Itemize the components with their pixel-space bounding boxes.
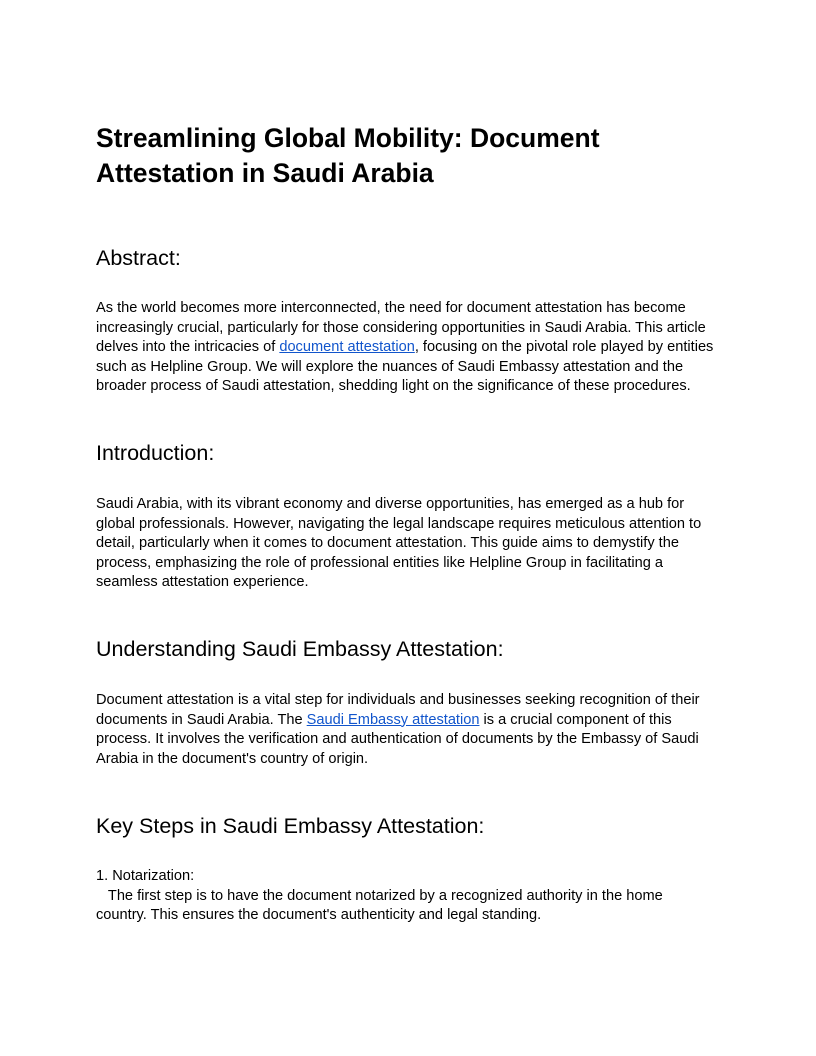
text-segment: 1. Notarization: xyxy=(96,868,195,884)
text-segment: documents in Saudi Arabia. The xyxy=(96,711,307,728)
paragraph-line xyxy=(96,319,713,339)
section-heading: Key Steps in Saudi Embassy Attestation: xyxy=(96,814,485,838)
text-segment: , focusing on the pivotal role played by entities xyxy=(414,339,714,355)
text-segment: increasingly crucial, particularly for those considering opportunities in Saudi Arabia. This article xyxy=(96,319,706,336)
text-segment: process. It involves the verification and authentication of documents by the Embassy of Saudi xyxy=(96,731,699,747)
section-heading: Understanding Saudi Embassy Attestation: xyxy=(96,637,504,661)
paragraph-line xyxy=(96,887,663,907)
paragraph-line xyxy=(96,711,700,731)
paragraph-line xyxy=(96,358,713,378)
hyperlink[interactable]: Saudi Embassy attestation xyxy=(306,711,480,728)
text-segment: global professionals. However, navigating the legal landscape requires meticulous attention to xyxy=(96,515,702,532)
section-heading: Introduction: xyxy=(96,441,215,465)
document-title xyxy=(96,121,600,191)
paragraph-line xyxy=(96,554,701,574)
paragraph-line xyxy=(96,573,701,593)
section-heading: Abstract: xyxy=(96,246,181,270)
text-segment: Arabia in the document's country of origin. xyxy=(96,750,369,767)
text-segment: Saudi Arabia, with its vibrant economy and diverse opportunities, has emerged as a hub for xyxy=(96,496,685,512)
text-segment: seamless attestation experience. xyxy=(96,574,309,590)
section-paragraph xyxy=(96,867,663,926)
text-segment: Document attestation is a vital step for individuals and businesses seeking recognition of their xyxy=(96,692,700,708)
paragraph-line xyxy=(96,338,713,358)
title-line: Streamlining Global Mobility: Document xyxy=(96,123,600,153)
section-paragraph xyxy=(96,495,701,593)
paragraph-line xyxy=(96,730,700,750)
paragraph-line xyxy=(96,906,663,926)
text-segment: The first step is to have the document notarized by a recognized authority in the home xyxy=(96,887,663,904)
section-paragraph xyxy=(96,691,700,769)
paragraph-line xyxy=(96,299,713,319)
paragraph-line xyxy=(96,534,701,554)
text-segment: country. This ensures the document's authenticity and legal standing. xyxy=(96,907,542,923)
text-segment: is a crucial component of this xyxy=(479,711,672,728)
paragraph-line xyxy=(96,377,713,397)
paragraph-line xyxy=(96,750,700,770)
text-segment: process, emphasizing the role of professional entities like Helpline Group in facilitating a xyxy=(96,554,664,571)
text-segment: broader process of Saudi attestation, shedding light on the significance of these procedures. xyxy=(96,378,691,394)
paragraph-line xyxy=(96,691,700,711)
section-paragraph xyxy=(96,299,713,397)
paragraph-line xyxy=(96,495,701,515)
text-segment: delves into the intricacies of xyxy=(96,339,280,355)
text-segment: As the world becomes more interconnected, the need for document attestation has become xyxy=(96,300,686,316)
paragraph-line xyxy=(96,867,663,887)
hyperlink[interactable]: document attestation xyxy=(279,339,415,355)
paragraph-line xyxy=(96,515,701,535)
text-segment: detail, particularly when it comes to document attestation. This guide aims to demystify the xyxy=(96,535,679,551)
title-line: Attestation in Saudi Arabia xyxy=(96,158,434,188)
text-segment: such as Helpline Group. We will explore the nuances of Saudi Embassy attestation and the xyxy=(96,358,684,375)
